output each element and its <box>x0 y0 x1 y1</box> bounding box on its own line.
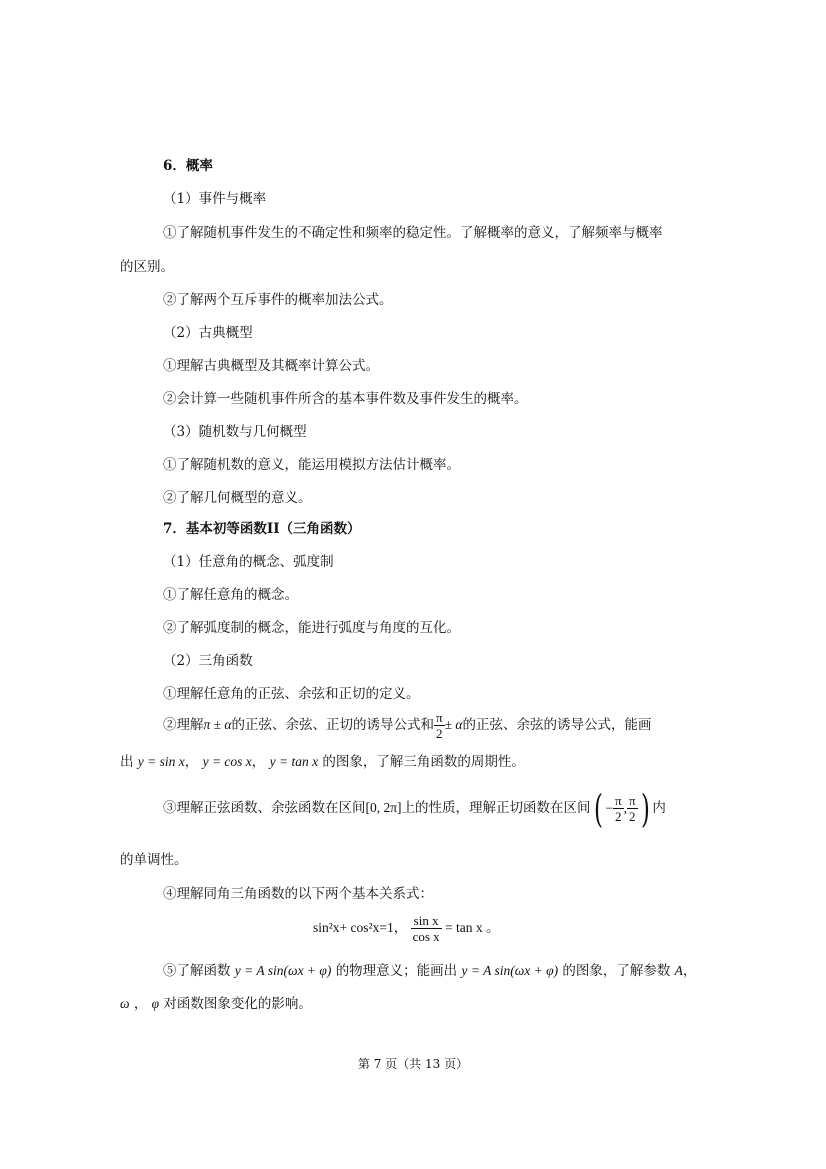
paragraph: ②了解几何概型的意义。 <box>163 490 312 506</box>
paragraph-intervals <box>163 788 666 829</box>
section-7-heading: 7．基本初等函数II（三角函数） <box>163 521 361 537</box>
fraction-denominator: cos x <box>412 929 440 945</box>
paragraph-continuation: 的区别。 <box>120 259 174 275</box>
fraction-denominator: 2 <box>436 726 443 741</box>
subsection-heading: （3）随机数与几何概型 <box>163 424 307 440</box>
text-segment: 上的性质，理解正切函数在区间 <box>401 800 591 816</box>
formula-y-asin: y = A sin(ωx + φ) <box>234 963 332 978</box>
parameter-omega: ω <box>120 996 130 1011</box>
fraction-numerator: π <box>436 710 443 725</box>
comma: , <box>623 800 627 816</box>
separator: ， <box>251 754 266 770</box>
fraction-pi-over-2 <box>613 793 624 824</box>
text-segment: 的正弦、余弦、正切的诱导公式和 <box>231 717 435 733</box>
fraction-denominator: 2 <box>615 809 622 824</box>
paragraph: ①了解任意角的概念。 <box>163 587 298 603</box>
subsection-heading: （2）古典概型 <box>163 325 253 341</box>
text-segment: 出 <box>120 754 134 770</box>
text-segment: 对函数图象变化的影响。 <box>163 996 312 1012</box>
fraction-denominator: 2 <box>629 809 636 824</box>
parameter-a: A <box>674 963 683 978</box>
paragraph: ②了解弧度制的概念，能进行弧度与角度的互化。 <box>163 620 460 636</box>
fraction-pi-over-2 <box>434 710 445 741</box>
fraction-numerator: π <box>615 793 622 808</box>
paragraph: ②了解两个互斥事件的概率加法公式。 <box>163 292 393 308</box>
formula-pm-alpha: ± α <box>444 717 463 732</box>
formula-y-tan-x: y = tan x <box>269 754 319 769</box>
text-segment: ②理解 <box>163 717 204 733</box>
page-footer: 第 7 页（共 13 页） <box>357 1057 469 1071</box>
section-6-heading: 6．概率 <box>163 158 213 174</box>
parameter-phi: φ <box>151 996 160 1011</box>
text-segment: 的图象，了解三角函数的周期性。 <box>322 754 525 770</box>
paragraph: ①了解随机数的意义，能运用模拟方法估计概率。 <box>163 457 460 473</box>
text-segment: ③理解正弦函数、余弦函数在区间 <box>163 800 366 816</box>
paragraph-continuation <box>120 995 312 1013</box>
paragraph: ②会计算一些随机事件所含的基本事件数及事件发生的概率。 <box>163 391 528 407</box>
paragraph-continuation: 的单调性。 <box>120 852 188 868</box>
left-paren: ( <box>593 786 603 831</box>
subsection-heading: （2）三角函数 <box>163 653 253 669</box>
text-segment: 的正弦、余弦的诱导公式，能画 <box>462 717 652 733</box>
paragraph-induction-formulas <box>163 708 651 742</box>
separator: ， <box>682 963 697 979</box>
formula-y-cos-x: y = cos x <box>202 754 252 769</box>
text-segment: ⑤了解函数 <box>163 963 231 979</box>
subsection-heading: （1）任意角的概念、弧度制 <box>163 554 334 570</box>
formula-pi-pm-alpha: π ± α <box>203 717 232 732</box>
paragraph: ①了解随机事件发生的不确定性和频率的稳定性。了解概率的意义，了解频率与概率 <box>163 225 663 241</box>
right-paren: ) <box>640 786 650 831</box>
separator: ， <box>133 996 148 1012</box>
paragraph: ④理解同角三角函数的以下两个基本关系式： <box>163 886 433 902</box>
formula-y-sin-x: y = sin x <box>137 754 185 769</box>
text-segment: 的物理意义；能画出 <box>335 963 458 979</box>
fraction-numerator: sin x <box>411 913 442 929</box>
text-segment: 的图象，了解参数 <box>562 963 671 979</box>
paragraph: ①理解任意角的正弦、余弦和正切的定义。 <box>163 686 420 702</box>
subsection-heading: （1）事件与概率 <box>163 191 267 207</box>
paragraph: ①理解古典概型及其概率计算公式。 <box>163 358 379 374</box>
text-segment: 内 <box>652 800 666 816</box>
formula-y-asin: y = A sin(ωx + φ) <box>461 963 559 978</box>
separator: ， <box>184 754 199 770</box>
formula-interval-0-2pi: [0, 2π] <box>365 800 402 815</box>
formula-pythagorean: sin²x+ cos²x=1， <box>313 920 408 935</box>
fraction-pi-over-2 <box>627 793 638 824</box>
fraction-sin-over-cos <box>411 913 442 944</box>
fraction-numerator: π <box>628 793 636 808</box>
paragraph <box>163 962 696 980</box>
minus-sign: − <box>605 800 614 816</box>
paragraph-continuation <box>120 753 525 771</box>
formula-tan: = tan x 。 <box>445 920 500 935</box>
formula-identities <box>313 910 500 946</box>
